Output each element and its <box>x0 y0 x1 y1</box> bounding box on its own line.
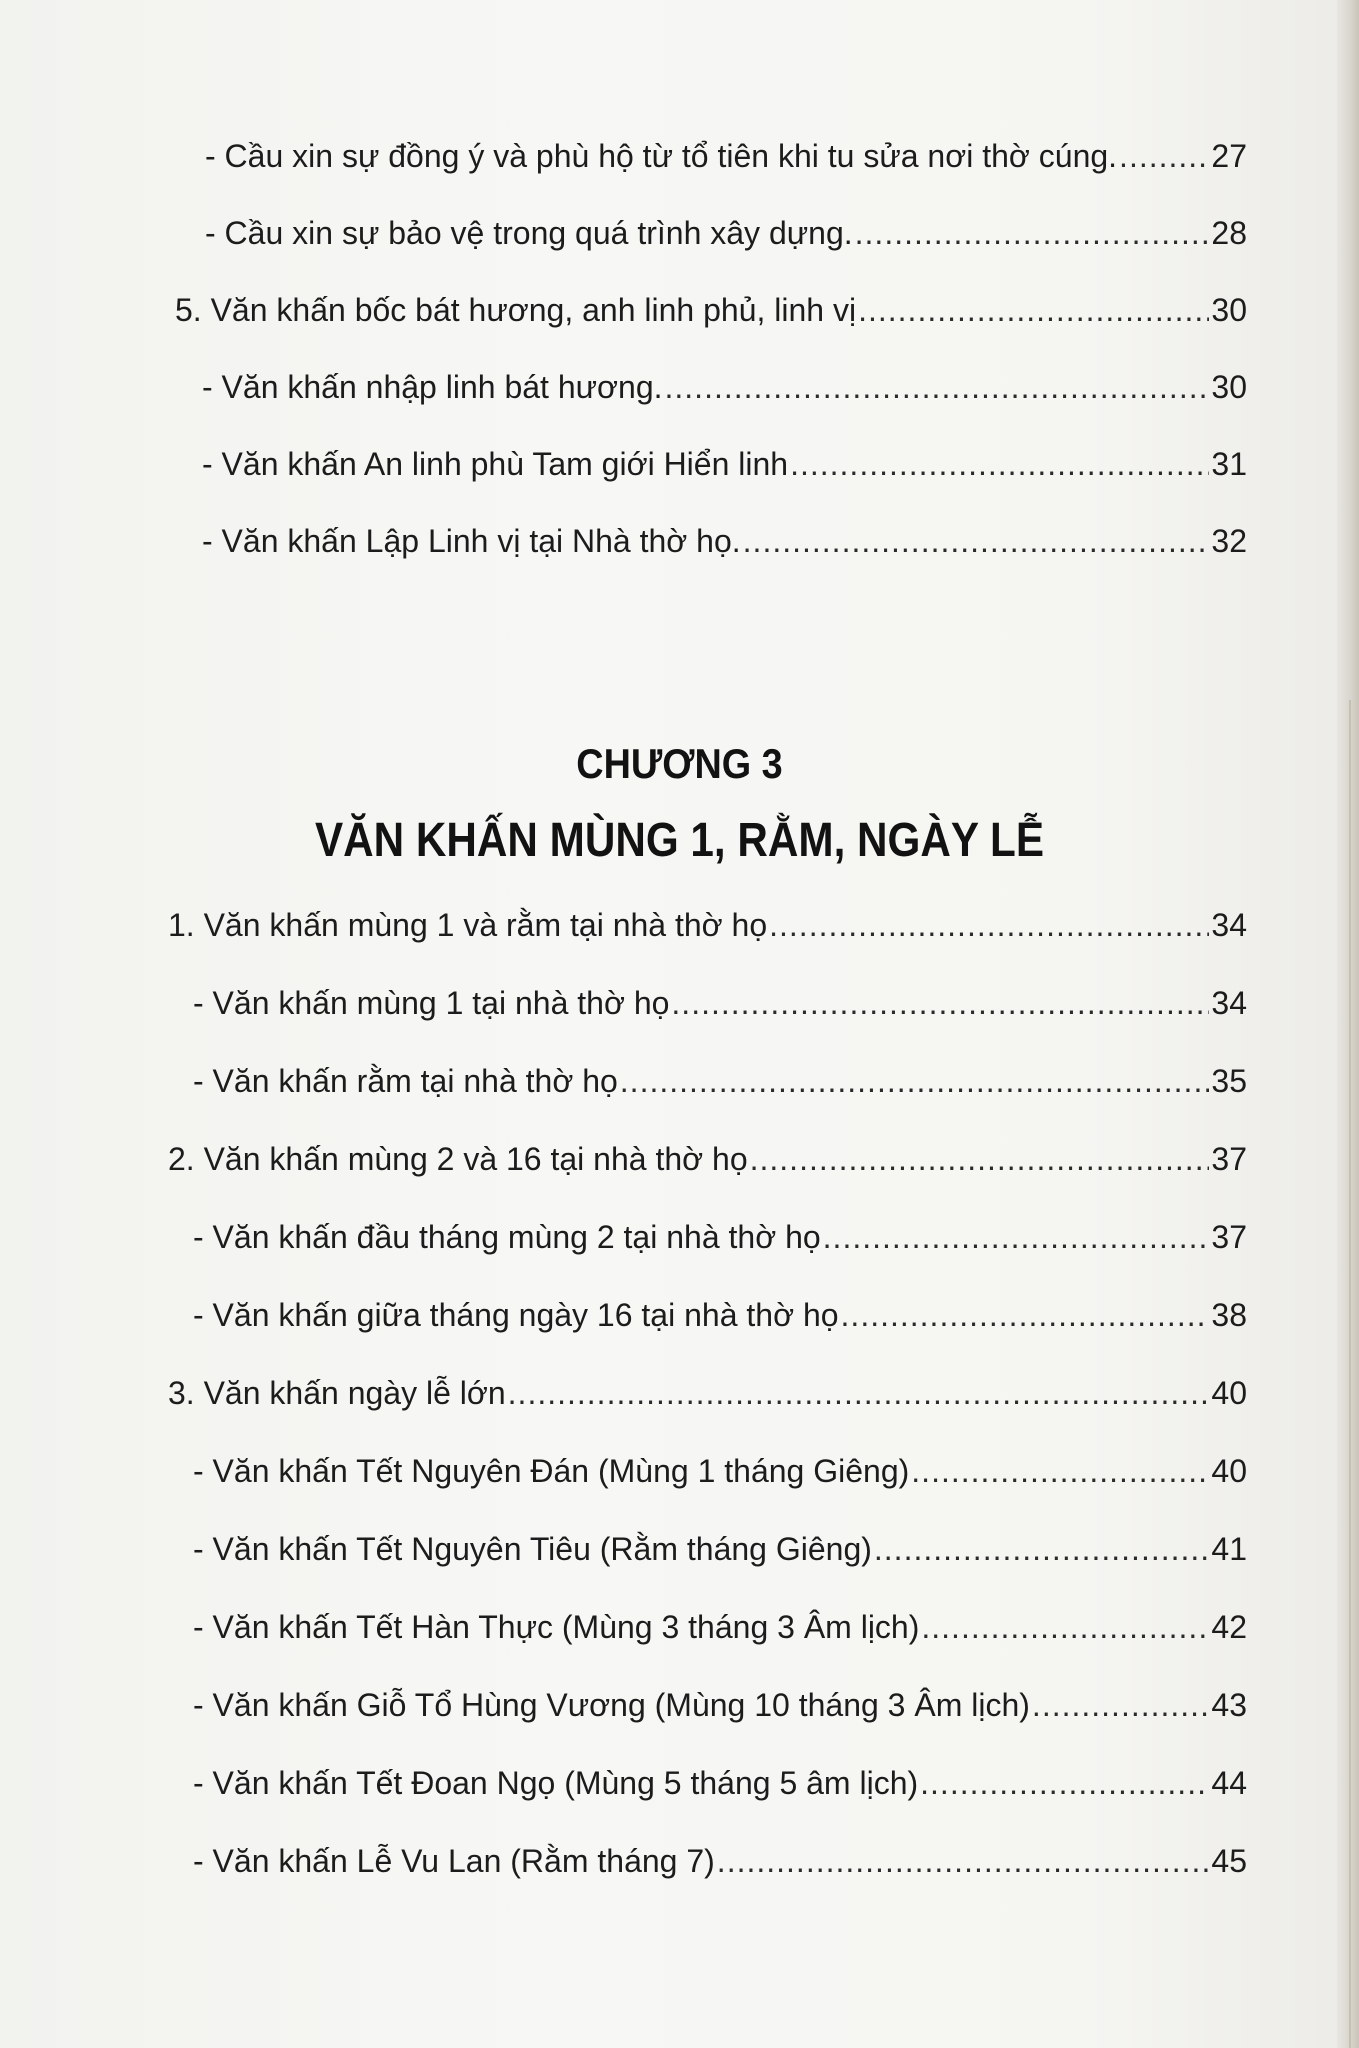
toc-entry-title: - Văn khấn Tết Hàn Thực (Mùng 3 tháng 3 Âm lịch) <box>193 1609 920 1645</box>
toc-entry-title: - Văn khấn nhập linh bát hương. <box>202 369 663 405</box>
toc-leader-dots <box>855 213 1210 253</box>
page-edge <box>1337 0 1359 2048</box>
toc-page-number: 40 <box>1211 1375 1247 1411</box>
toc-entry-title: - Văn khấn Tết Nguyên Tiêu (Rằm tháng Giêng) <box>193 1531 872 1567</box>
toc-entry <box>168 1139 1247 1179</box>
toc-page-number: 41 <box>1211 1531 1247 1567</box>
toc-entry <box>193 1061 1247 1101</box>
toc-entry <box>205 213 1247 253</box>
toc-page-number: 45 <box>1211 1843 1247 1879</box>
toc-entry-title: - Văn khấn An linh phù Tam giới Hiển linh <box>202 446 789 482</box>
toc-entry <box>193 1607 1247 1647</box>
toc-page-number: 27 <box>1211 138 1247 174</box>
toc-leader-dots <box>717 1841 1210 1881</box>
toc-entry-title: - Văn khấn Tết Đoan Ngọ (Mùng 5 tháng 5 âm lịch) <box>193 1765 919 1801</box>
toc-entry <box>193 983 1247 1023</box>
toc-entry-title: - Văn khấn rằm tại nhà thờ họ <box>193 1063 618 1099</box>
toc-page-number: 30 <box>1211 292 1247 328</box>
toc-leader-dots <box>665 367 1210 407</box>
toc-entry <box>205 136 1247 176</box>
toc-entry <box>193 1685 1247 1725</box>
toc-page-number: 32 <box>1211 523 1247 559</box>
toc-leader-dots <box>823 1217 1210 1257</box>
toc-entry-title: - Văn khấn mùng 1 tại nhà thờ họ <box>193 985 670 1021</box>
toc-leader-dots <box>1119 136 1209 176</box>
toc-entry-title: 2. Văn khấn mùng 2 và 16 tại nhà thờ họ <box>168 1141 748 1177</box>
toc-entry <box>175 290 1247 330</box>
toc-leader-dots <box>790 444 1209 484</box>
toc-entry-title: - Văn khấn Tết Nguyên Đán (Mùng 1 tháng Giêng) <box>193 1453 910 1489</box>
toc-entry <box>193 1529 1247 1569</box>
toc-entry <box>193 1217 1247 1257</box>
toc-entry <box>168 905 1247 945</box>
toc-entry-title: - Văn khấn Giỗ Tổ Hùng Vương (Mùng 10 tháng 3 Âm lịch) <box>193 1687 1030 1723</box>
toc-leader-dots <box>508 1373 1210 1413</box>
toc-leader-dots <box>750 1139 1210 1179</box>
toc-entry <box>193 1451 1247 1491</box>
toc-page-number: 37 <box>1211 1219 1247 1255</box>
toc-entry-title: 1. Văn khấn mùng 1 và rằm tại nhà thờ họ <box>168 907 768 943</box>
toc-leader-dots <box>1032 1685 1209 1725</box>
toc-page-number: 44 <box>1211 1765 1247 1801</box>
toc-leader-dots <box>921 1607 1209 1647</box>
toc-leader-dots <box>920 1763 1209 1803</box>
toc-page-number: 40 <box>1211 1453 1247 1489</box>
toc-leader-dots <box>841 1295 1210 1335</box>
toc-page-number: 37 <box>1211 1141 1247 1177</box>
toc-page-number: 31 <box>1211 446 1247 482</box>
toc-leader-dots <box>769 905 1209 945</box>
toc-leader-dots <box>874 1529 1210 1569</box>
toc-entry <box>168 1373 1247 1413</box>
chapter-label: CHƯƠNG 3 <box>576 740 783 787</box>
toc-entry-title: - Cầu xin sự bảo vệ trong quá trình xây dựng. <box>205 215 853 251</box>
toc-entry-title: - Văn khấn Lễ Vu Lan (Rằm tháng 7) <box>193 1843 715 1879</box>
chapter-title: VĂN KHẤN MÙNG 1, RẰM, NGÀY LỄ <box>314 814 1045 867</box>
toc-leader-dots <box>858 290 1209 330</box>
toc-entry-title: 3. Văn khấn ngày lễ lớn <box>168 1375 506 1411</box>
toc-page-number: 42 <box>1211 1609 1247 1645</box>
toc-leader-dots <box>911 1451 1209 1491</box>
toc-leader-dots <box>671 983 1209 1023</box>
toc-entry <box>202 367 1247 407</box>
toc-entry <box>202 521 1247 561</box>
toc-entry-title: - Văn khấn Lập Linh vị tại Nhà thờ họ. <box>202 523 741 559</box>
toc-entry-title: - Văn khấn giữa tháng ngày 16 tại nhà thờ họ <box>193 1297 839 1333</box>
toc-entry <box>193 1763 1247 1803</box>
toc-page-number: 28 <box>1211 215 1247 251</box>
toc-entry <box>193 1295 1247 1335</box>
toc-page-number: 43 <box>1211 1687 1247 1723</box>
toc-entry <box>193 1841 1247 1881</box>
toc-leader-dots <box>620 1061 1210 1101</box>
page-edge-line <box>1349 700 1351 2048</box>
toc-leader-dots <box>743 521 1210 561</box>
toc-page-number: 35 <box>1211 1063 1247 1099</box>
toc-page-number: 34 <box>1211 907 1247 943</box>
toc-entry-title: - Văn khấn đầu tháng mùng 2 tại nhà thờ họ <box>193 1219 821 1255</box>
toc-entry <box>202 444 1247 484</box>
toc-page-number: 30 <box>1211 369 1247 405</box>
toc-entry-title: - Cầu xin sự đồng ý và phù hộ từ tổ tiên khi tu sửa nơi thờ cúng. <box>205 138 1118 174</box>
toc-entry-title: 5. Văn khấn bốc bát hương, anh linh phủ, linh vị <box>175 292 857 328</box>
toc-page-number: 34 <box>1211 985 1247 1021</box>
toc-page-number: 38 <box>1211 1297 1247 1333</box>
